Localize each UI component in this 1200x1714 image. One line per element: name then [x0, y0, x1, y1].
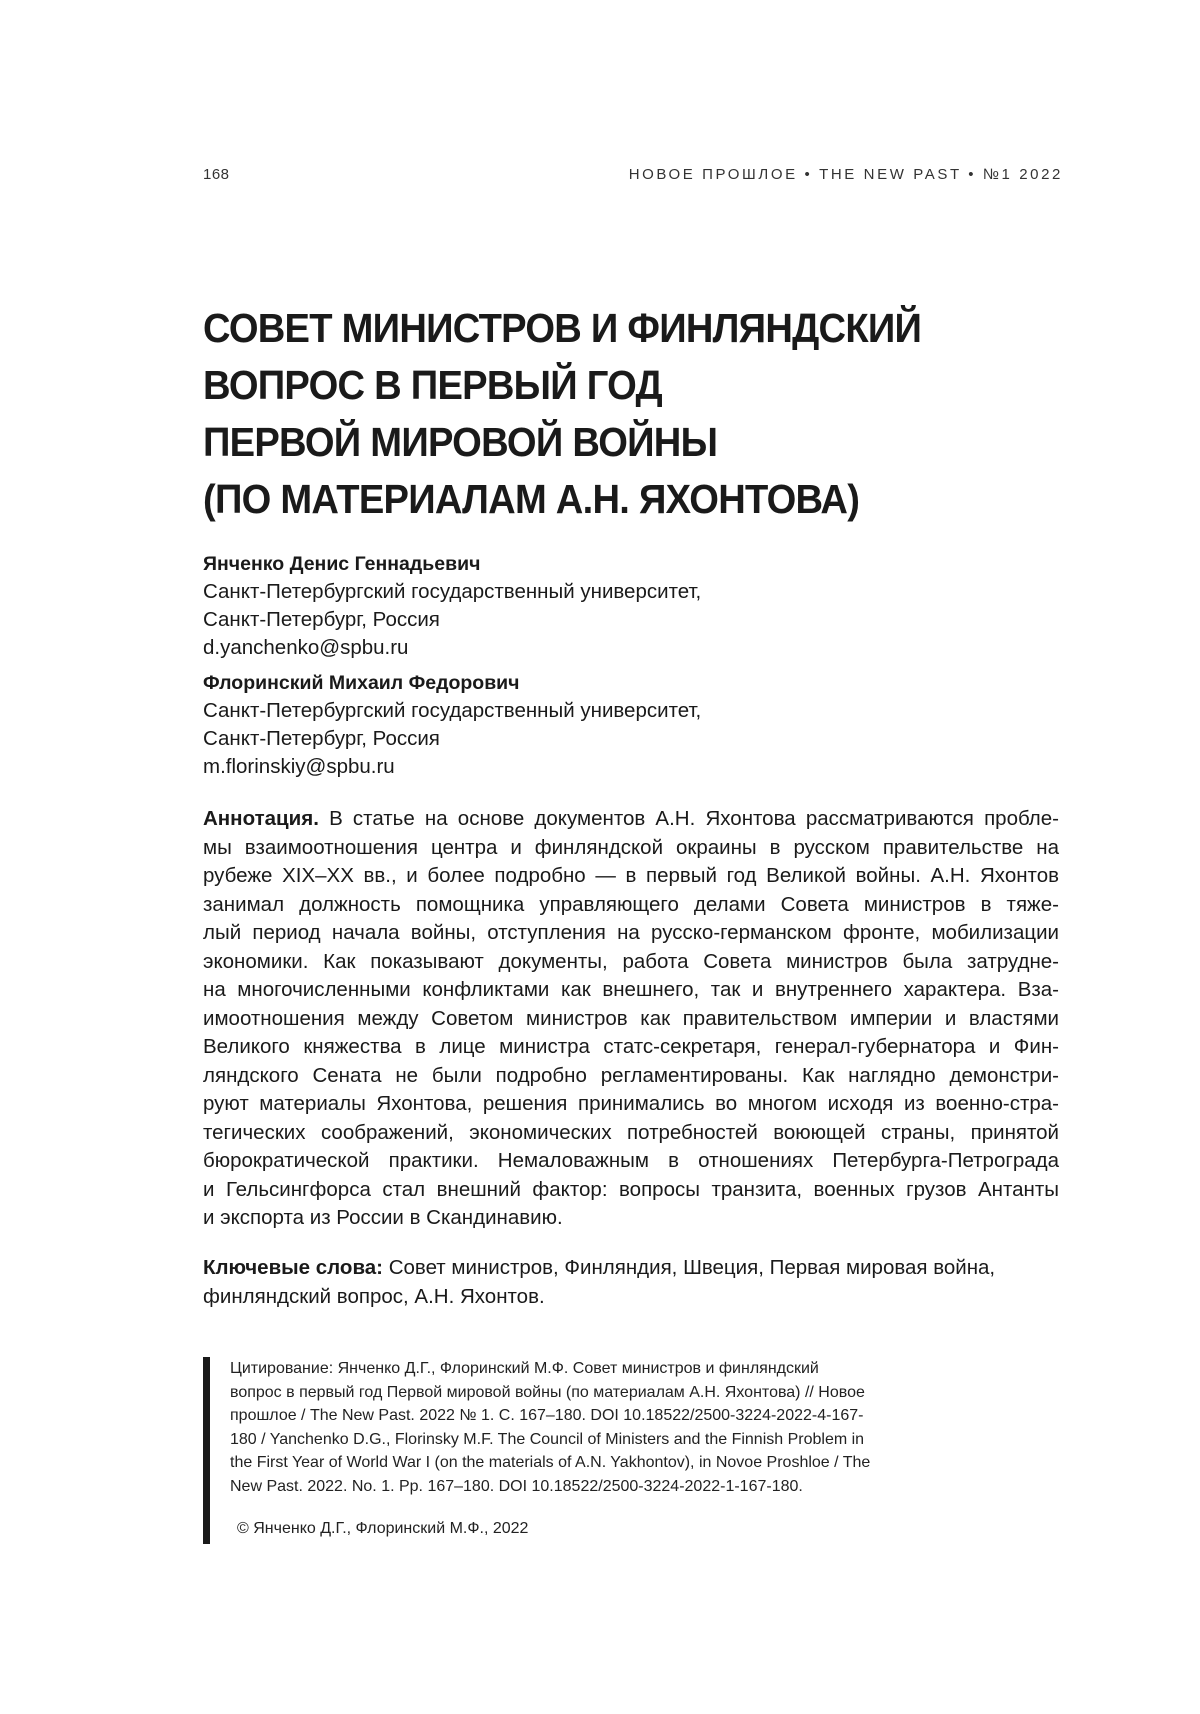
citation-line: New Past. 2022. No. 1. Pp. 167–180. DOI 10.18522/2500-3224-2022-1-167-180.: [230, 1477, 803, 1495]
author-name: Янченко Денис Геннадьевич: [203, 553, 481, 575]
running-head: [203, 166, 1063, 188]
abstract-line: и Гельсингфорса стал внешний фактор: вопросы транзита, военных грузов Антанты: [203, 1177, 1059, 1201]
abstract-line: экономики. Как показывают документы, работа Совета министров была затрудне-: [203, 949, 1059, 973]
copyright: © Янченко Д.Г., Флоринский М.Ф., 2022: [237, 1520, 529, 1537]
abstract-line: занимал должность помощника управляющего делами Совета министров в тяже-: [203, 892, 1059, 916]
abstract-line: мы взаимоотношения центра и финляндской окраины в русском правительстве на: [203, 835, 1059, 859]
page-number: 168: [203, 166, 230, 183]
abstract-line: и экспорта из России в Скандинавию.: [203, 1206, 563, 1229]
abstract-line: на многочисленными конфликтами как внешнего, так и внутреннего характера. Вза-: [203, 978, 1059, 1001]
keywords-text: Совет министров, Финляндия, Швеция, Первая мировая война,: [383, 1256, 996, 1279]
abstract-line: [203, 805, 1059, 834]
keywords-line: [203, 1254, 1059, 1283]
abstract-text: В статье на основе документов А.Н. Яхонтова рассматриваются пробле-: [318, 807, 1059, 830]
abstract-label: Аннотация.: [203, 807, 319, 830]
abstract-line: имоотношения между Советом министров как правительством империи и властями: [203, 1006, 1059, 1030]
citation-line: прошлое / The New Past. 2022 № 1. С. 167–180. DOI 10.18522/2500-3224-2022-4-167-: [230, 1407, 864, 1424]
author-block: [203, 669, 1063, 781]
author-city: Санкт-Петербург, Россия: [203, 608, 440, 631]
abstract-line: ляндского Сената не были подробно регламентированы. Как наглядно демонстри-: [203, 1063, 1059, 1087]
keywords-label: Ключевые слова:: [203, 1256, 384, 1279]
abstract-line: бюрократической практики. Немаловажным в отношениях Петербурга-Петрограда: [203, 1149, 1059, 1172]
title-line: ПЕРВОЙ МИРОВОЙ ВОЙНЫ: [203, 419, 718, 465]
title-line: (ПО МАТЕРИАЛАМ А.Н. ЯХОНТОВА): [203, 476, 860, 522]
title-line: СОВЕТ МИНИСТРОВ И ФИНЛЯНДСКИЙ: [203, 305, 922, 351]
author-affiliation: Санкт-Петербургский государственный университет,: [203, 699, 702, 722]
article-title: [203, 300, 1040, 528]
abstract-line: руют материалы Яхонтова, решения принимались во многом исходя из военно-стра-: [203, 1092, 1059, 1115]
author-city: Санкт-Петербург, Россия: [203, 727, 440, 750]
author-name: Флоринский Михаил Федорович: [203, 672, 520, 694]
citation-box: [203, 1357, 963, 1544]
abstract-line: лый период начала войны, отступления на русско-германском фронте, мобилизации: [203, 921, 1059, 944]
citation-line: Цитирование: Янченко Д.Г., Флоринский М.Ф. Совет министров и финляндский: [230, 1360, 819, 1377]
keywords: [203, 1254, 1059, 1311]
authors-section: [203, 550, 1063, 788]
citation-line: the First Year of World War I (on the materials of A.N. Yakhontov), in Novoe Proshloe / The: [230, 1454, 871, 1471]
author-affiliation: Санкт-Петербургский государственный университет,: [203, 580, 702, 603]
citation-line: вопрос в первый год Первой мировой войны (по материалам А.Н. Яхонтова) // Новое: [230, 1383, 865, 1401]
abstract: [203, 805, 1059, 1233]
abstract-line: Великого княжества в лице министра статс-секретаря, генерал-губернатора и Фин-: [203, 1035, 1059, 1058]
keywords-line: финляндский вопрос, А.Н. Яхонтов.: [203, 1284, 545, 1308]
author-email[interactable]: d.yanchenko@spbu.ru: [203, 636, 409, 659]
author-block: [203, 550, 1063, 662]
journal-name: НОВОЕ ПРОШЛОЕ • THE NEW PAST • №1 2022: [628, 166, 1063, 183]
abstract-line: рубеже XIX–XX вв., и более подробно — в первый год Великой войны. А.Н. Яхонтов: [203, 864, 1059, 887]
abstract-line: тегических соображений, экономических потребностей воюющей страны, принятой: [203, 1120, 1059, 1144]
citation-text: [230, 1357, 963, 1498]
title-line: ВОПРОС В ПЕРВЫЙ ГОД: [203, 362, 662, 408]
citation-line: 180 / Yanchenko D.G., Florinsky M.F. The Council of Ministers and the Finnish Problem in: [230, 1430, 865, 1448]
author-email[interactable]: m.florinskiy@spbu.ru: [203, 755, 395, 778]
